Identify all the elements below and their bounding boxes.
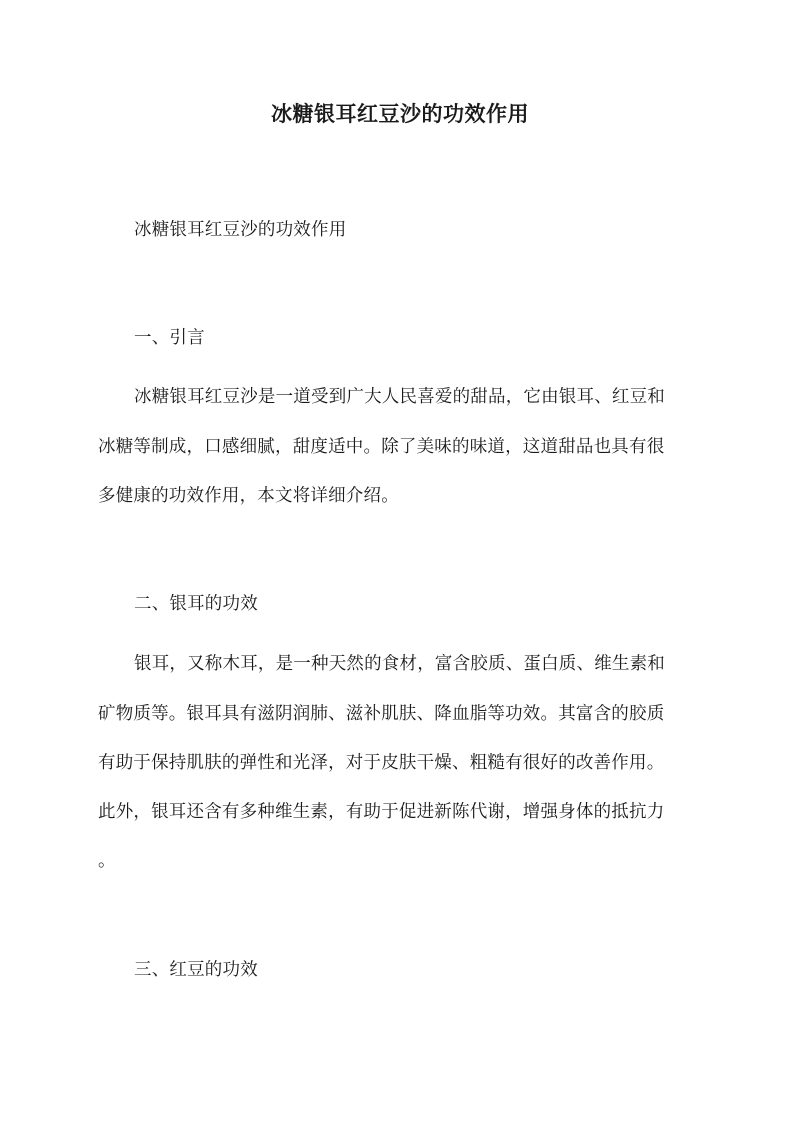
- document-subtitle: 冰糖银耳红豆沙的功效作用: [134, 220, 347, 240]
- paragraph-line: 矿物质等。银耳具有滋阴润肺、滋补肌肤、降血脂等功效。其富含的胶质: [98, 704, 665, 724]
- paragraph-line: 冰糖等制成，口感细腻，甜度适中。除了美味的味道，这道甜品也具有很: [98, 437, 665, 457]
- section-heading-intro: 一、引言: [134, 328, 205, 348]
- section-heading-tremella: 二、银耳的功效: [134, 594, 258, 614]
- document-title: 冰糖银耳红豆沙的功效作用: [271, 101, 529, 126]
- paragraph-line: 银耳，又称木耳，是一种天然的食材，富含胶质、蛋白质、维生素和: [134, 654, 665, 674]
- paragraph-line: 此外，银耳还含有多种维生素，有助于促进新陈代谢，增强身体的抵抗力: [98, 802, 665, 822]
- paragraph-line: 多健康的功效作用，本文将详细介绍。: [98, 486, 399, 506]
- paragraph-line: 有助于保持肌肤的弹性和光泽，对于皮肤干燥、粗糙有很好的改善作用。: [98, 753, 665, 773]
- section-heading-red-bean: 三、红豆的功效: [134, 960, 258, 980]
- paragraph-line: 。: [98, 851, 116, 871]
- paragraph-line: 冰糖银耳红豆沙是一道受到广大人民喜爱的甜品，它由银耳、红豆和: [134, 387, 665, 407]
